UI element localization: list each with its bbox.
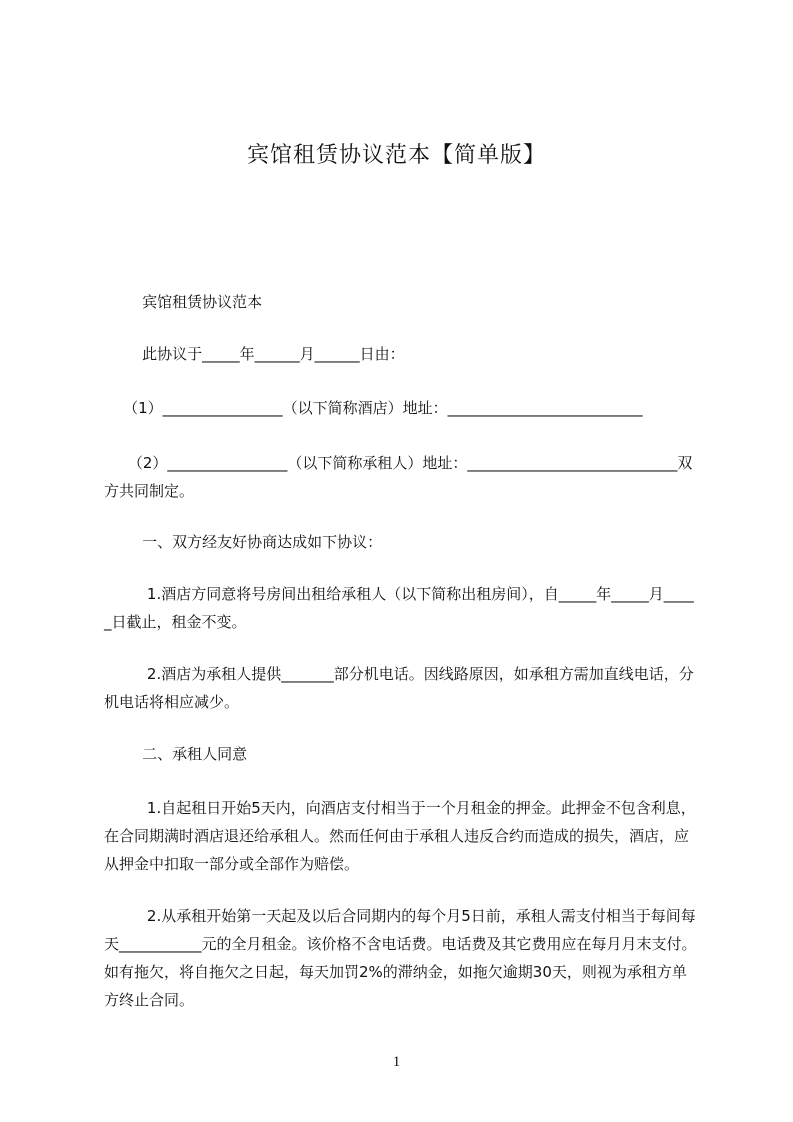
section-heading-agreement: 一、双方经友好协商达成如下协议： [142, 533, 383, 551]
document-title: 宾馆租赁协议范本【简单版】 [246, 143, 546, 168]
paragraph-agreement-date: 此协议于_____年______月______日由： [142, 345, 405, 363]
page-number: 1 [392, 1054, 401, 1070]
paragraph-clause-1-2: 2.酒店为承租人提供_______部分机电话。因线路原因，如承租方需加直线电话，分机电话将相应减少。 [104, 665, 694, 711]
paragraph-clause-2-2: 2.从承租开始第一天起及以后合同期内的每个月5日前，承租人需支付相当于每间每天___________元的全月租金。该价格不含电话费。电话费及其它费用应在每月月末支付。如有拖欠，将自拖欠之日起，每天加罚2%的滞纳金，如拖欠逾期30天，则视为承租方单方终止合同。 [104, 907, 697, 1009]
paragraph-subtitle: 宾馆租赁协议范本 [142, 293, 263, 311]
paragraph-party-hotel: （1）________________（以下简称酒店）地址：__________________________ [123, 399, 643, 417]
section-heading-tenant-agrees: 二、承租人同意 [142, 745, 248, 763]
paragraph-clause-2-1: 1.自起租日开始5天内，向酒店支付相当于一个月租金的押金。此押金不包含利息，在合同期满时酒店退还给承租人。然而任何由于承租人违反合约而造成的损失，酒店，应从押金中扣取一部分或全部作为赔偿。 [104, 799, 696, 873]
paragraph-clause-1-1: 1.酒店方同意将号房间出租给承租人（以下简称出租房间），自_____年_____月_____日截止，租金不变。 [104, 585, 694, 631]
paragraph-party-tenant: （2）________________（以下简称承租人）地址：____________________________双方共同制定。 [104, 454, 693, 500]
